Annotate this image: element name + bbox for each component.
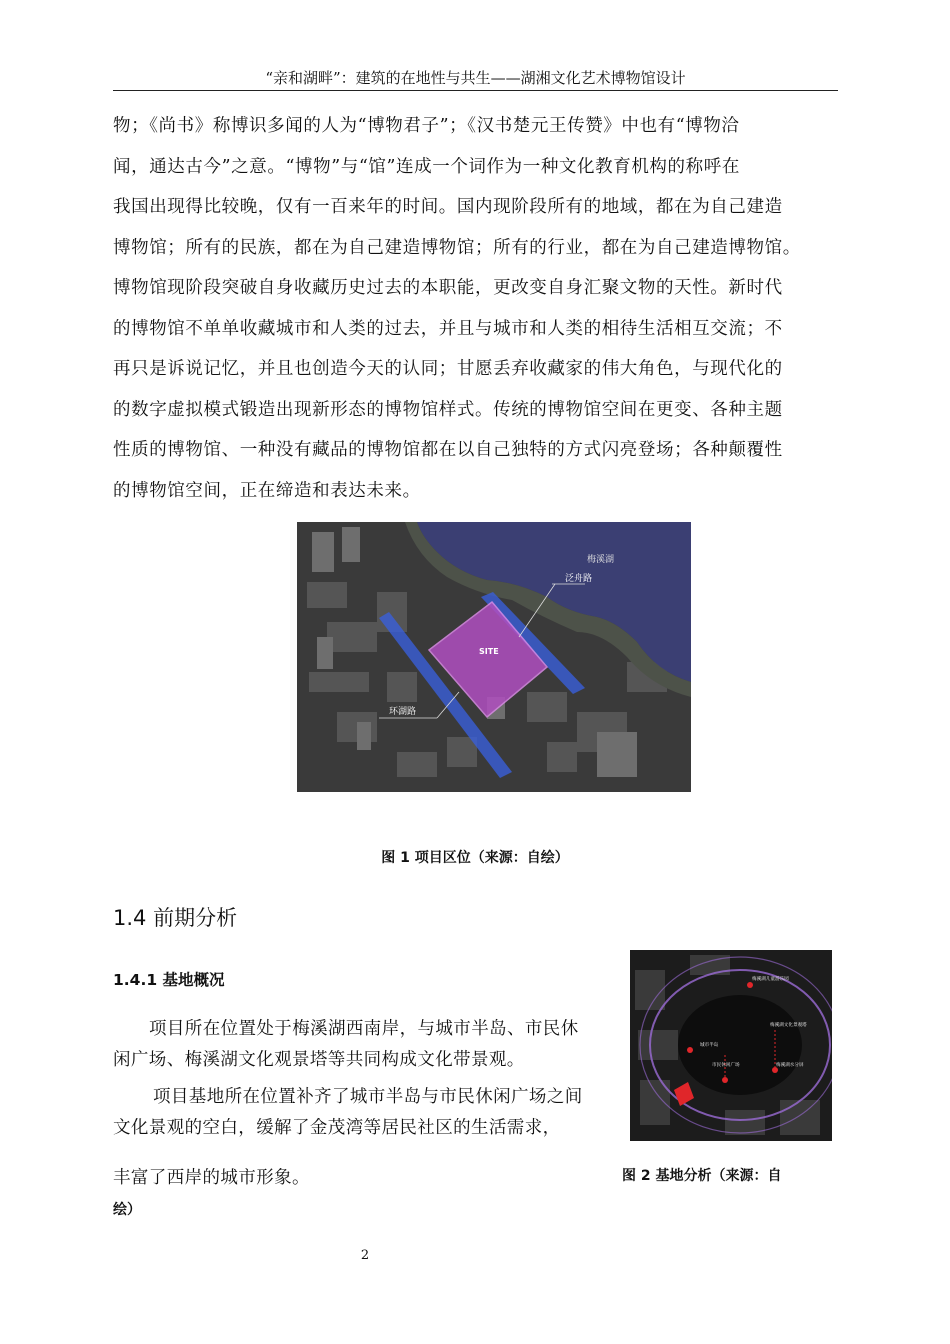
body-line: 物；《尚书》称博识多闻的人为“博物君子”；《汉书楚元王传赞》中也有“博物洽 [113, 116, 740, 136]
header-rule [113, 90, 838, 91]
site-paragraph-3 [113, 1163, 613, 1194]
running-header: “亲和湖畔”：建筑的在地性与共生——湖湘文化艺术博物馆设计 [265, 69, 686, 87]
para-line: 项目所在位置处于梅溪湖西南岸，与城市半岛、市民休 [149, 1019, 579, 1039]
para-line: 丰富了西岸的城市形象。 [113, 1168, 310, 1188]
figure1-caption: 图 1 项目区位（来源：自绘） [381, 850, 569, 866]
label-road-south: 环湖路 [389, 707, 417, 717]
body-paragraph [113, 106, 838, 511]
body-line: 性质的博物馆、一种没有藏品的博物馆都在以自己独特的方式闪亮登场；各种颠覆性 [113, 440, 783, 460]
figure2-site-analysis-map [630, 950, 832, 1141]
label-road-north: 泛舟路 [565, 574, 593, 584]
body-line: 博物馆现阶段突破自身收藏历史过去的本职能，更改变自身汇聚文物的天性。新时代 [113, 278, 783, 298]
marker-peninsula [687, 1047, 693, 1053]
body-line: 博物馆；所有的民族，都在为自己建造博物馆；所有的行业，都在为自己建造博物馆。 [113, 237, 801, 258]
body-line: 的博物馆不单单收藏城市和人类的过去，并且与城市和人类的相待生活相互交流；不 [113, 318, 783, 339]
label-site: SITE [479, 647, 499, 656]
lake-area [678, 995, 802, 1095]
body-line: 再只是诉说记忆，并且也创造今天的认同；甘愿丢弃收藏家的伟大角色，与现代化的 [113, 359, 783, 379]
marker-park [747, 982, 753, 988]
para-line: 项目基地所在位置补齐了城市半岛与市民休闲广场之间 [153, 1087, 583, 1107]
page-number: 2 [360, 1248, 370, 1263]
section-title: 1.4 前期分析 [113, 906, 238, 930]
figure2-caption-continued: 绘） [113, 1202, 141, 1218]
figure1-site-location-map [297, 522, 691, 792]
label-viewing-tower: 梅溪湖文化景观塔 [770, 1023, 807, 1028]
body-line: 的博物馆空间，正在缔造和表达未来。 [113, 480, 421, 501]
body-line: 闻，通达古今”之意。“博物”与“馆”连成一个词作为一种文化教育机构的称呼在 [113, 156, 740, 177]
label-park: 梅溪湖儿童游乐园 [752, 977, 789, 982]
label-square: 市民休闲广场 [712, 1063, 740, 1068]
label-fountain: 梅溪湖水分屏 [776, 1063, 804, 1068]
para-line: 闲广场、梅溪湖文化观景塔等共同构成文化带景观。 [113, 1050, 525, 1070]
figure2-caption: 图 2 基地分析（来源：自 [622, 1168, 782, 1184]
site-paragraph-1 [113, 1014, 613, 1076]
subsection-title: 1.4.1 基地概况 [113, 971, 225, 989]
label-lake: 梅溪湖 [587, 555, 615, 565]
body-line: 的数字虚拟模式锻造出现新形态的博物馆样式。传统的博物馆空间在更变、各种主题 [113, 399, 783, 420]
label-peninsula: 城市半岛 [700, 1043, 719, 1048]
para-line: 文化景观的空白，缓解了金茂湾等居民社区的生活需求， [113, 1118, 561, 1138]
body-line: 我国出现得比较晚，仅有一百来年的时间。国内现阶段所有的地域，都在为自己建造 [113, 197, 783, 217]
site-paragraph-2 [113, 1082, 613, 1144]
marker-square [722, 1077, 728, 1083]
